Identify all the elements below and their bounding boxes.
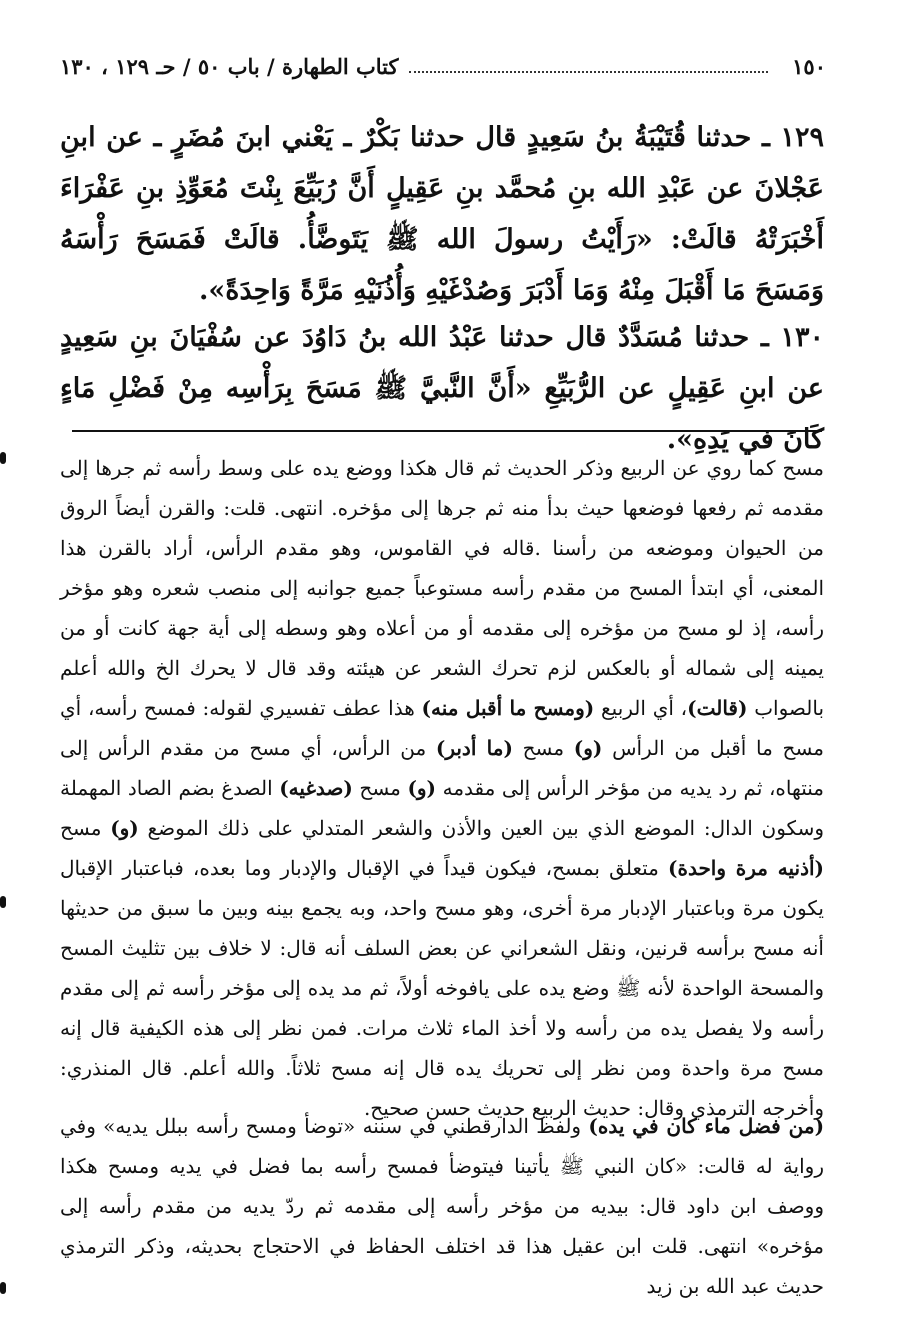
commentary-text: هذا عطف تفسيري لقوله: فمسح رأسه، أي مسح ما أقبل من الرأس — [60, 696, 824, 760]
commentary-text: مسح — [60, 816, 102, 840]
commentary-lemma: (أذنيه مرة واحدة) — [668, 856, 825, 880]
header-dot-leader — [409, 71, 769, 73]
commentary-paragraph-1 — [60, 448, 824, 1128]
commentary-lemma: (صدغيه) — [279, 776, 353, 800]
scan-margin-mark — [0, 1282, 6, 1294]
footnote-divider — [72, 430, 822, 432]
commentary-paragraph-2 — [60, 1106, 824, 1306]
hadith-130 — [60, 312, 824, 465]
hadith-text: حدثنا قُتَيْبَةُ بنُ سَعِيدٍ قال حدثنا بَكْرٌ ـ يَعْني ابنَ مُضَرٍ ـ عن ابنِ عَجْلانَ عن عَبْدِ الله بنِ مُحمَّد بنِ عَقِيلٍ أَنَّ رُبَيِّعَ بِنْتَ مُعَوِّذِ بنِ عَفْرَاءَ أَخْبَرَتْهُ قالَتْ: «رَأَيْتُ رسولَ الله ﷺ يَتَوضَّأُ. قالَتْ فَمَسَحَ رَأْسَهُ وَمَسَحَ مَا أَقْبَلَ مِنْهُ وَمَا أَدْبَرَ وَصُدْغَيْهِ وَأُذُنَيْهِ مَرَّةً وَاحِدَةً». — [60, 122, 824, 306]
hadith-number: ١٢٩ ـ — [761, 122, 824, 153]
scan-margin-mark — [0, 896, 6, 908]
commentary-lemma: (قالت) — [687, 696, 748, 720]
commentary-lemma: (ما أدبر) — [435, 736, 513, 760]
hadith-text: حدثنا مُسَدَّدٌ قال حدثنا عَبْدُ الله بنُ دَاوُدَ عن سُفْيَانَ بنِ سَعِيدٍ عن ابنِ عَقِيلٍ عن الرُّبَيِّعِ «أَنَّ النَّبيَّ ﷺ مَسَحَ بِرَأْسِه مِنْ فَضْلِ مَاءٍ كَانَ في يَدِهِ». — [60, 322, 824, 455]
commentary-text: مسح — [522, 736, 565, 760]
page-number: ١٥٠ — [792, 53, 826, 79]
commentary-text: متعلق بمسح، فيكون قيداً في الإقبال والإدبار وما بعده، فباعتبار الإقبال يكون مرة وباعتبار الإدبار مرة أخرى، وهو مسح واحد، وبه يجمع بينه وبين ما سبق من حديثها أنه مسح برأسه قرنين، ونقل الشعراني عن بعض السلف أنه قال: لا خلاف بين تثليث المسح والمسحة الواحدة لأنه ﷺ وضع يده على يافوخه أولاً، ثم مد يده إلى مؤخر رأسه ثم إلى مقدم رأسه ولا يفصل يده من رأسه ولا أخذ الماء ثلاث مرات. فمن نظر إلى هذه الكيفية قال إنه مسح مرة واحدة ومن نظر إلى تحريك يده قال إنه مسح ثلاثاً. والله أعلم. قال المنذري: وأخرجه الترمذي وقال: حديث الربيع حديث حسن صحيح. — [60, 856, 824, 1120]
commentary-text: ولفظ الدارقطني في سننه «توضأ ومسح رأسه ببلل يديه» وفي رواية له قالت: «كان النبي ﷺ يأتينا فيتوضأ فمسح رأسه بما فضل في يديه ومسح هكذا ووصف ابن داود قال: بيديه من مؤخر رأسه إلى مقدمه ثم ردّ يديه من مقدم رأسه إلى مؤخره» انتهى. قلت ابن عقيل هذا قد اختلف الحفاظ في الاحتجاج بحديثه، وذكر الترمذي حديث عبد الله بن زيد — [60, 1114, 824, 1298]
commentary-lemma: (ومسح ما أقبل منه) — [421, 696, 595, 720]
commentary-text: مسح — [359, 776, 401, 800]
commentary-lemma: (و) — [573, 736, 603, 760]
page-header — [60, 48, 826, 84]
commentary-text: مسح كما روي عن الربيع وذكر الحديث ثم قال هكذا ووضع يده على وسط رأسه ثم جرها إلى مقدمه ثم رفعها فوضعها حيث بدأ منه ثم جرها إلى مؤخره. انتهى. قلت: والقرن أيضاً الروق من الحيوان وموضعه من رأسنا .قاله في القاموس، وهو مقدم الرأس، أراد بالقرن هذا المعنى، أي ابتدأ المسح من مقدم رأسه مستوعباً جميع جوانبه إلى منصب شعره وهو مؤخر رأسه، إذ لو مسح من مؤخره إلى مقدمه أو من أعلاه وهو وسطه إلى أية جهة كانت أو من يمينه إلى شماله أو بالعكس لزم تحرك الشعر عن هيئته وقد قال لا يحرك الخ والله أعلم بالصواب — [60, 456, 825, 720]
hadith-number: ١٣٠ ـ — [760, 322, 825, 353]
commentary-text: الصدغ بضم الصاد المهملة وسكون الدال: الموضع الذي بين العين والأذن والشعر المتدلي على ذلك الموضع — [60, 776, 824, 840]
commentary-text: ، أي الربيع — [601, 696, 688, 720]
running-title: كتاب الطهارة / باب ٥٠ / حـ ١٢٩ ، ١٣٠ — [60, 53, 399, 79]
commentary-lemma: (و) — [407, 776, 437, 800]
hadith-129 — [60, 112, 824, 316]
commentary-lemma: (و) — [110, 816, 139, 840]
scan-margin-mark — [0, 452, 6, 464]
commentary-lemma: (من فضل ماء كان في يده) — [588, 1114, 825, 1138]
commentary-text: من الرأس، أي مسح من مقدم الرأس إلى منتهاه، ثم رد يديه من مؤخر الرأس إلى مقدمه — [60, 736, 824, 800]
